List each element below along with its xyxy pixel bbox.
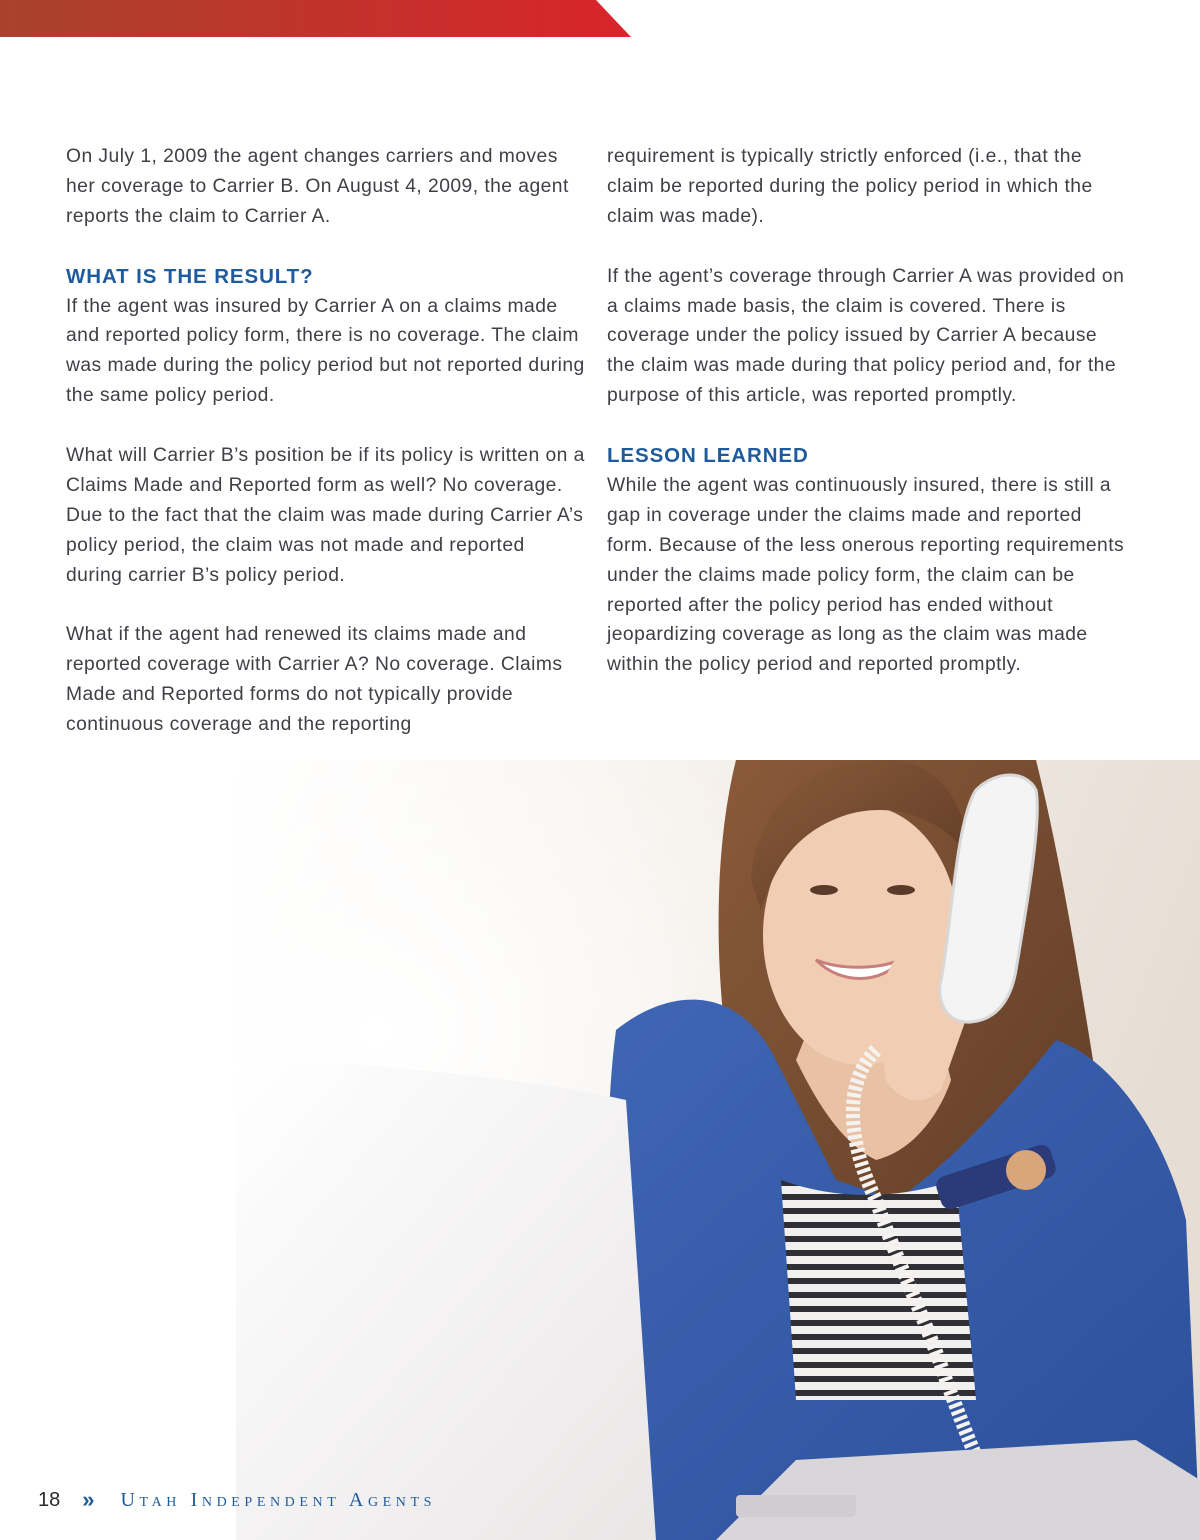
left-paragraph-2: If the agent was insured by Carrier A on a claims made and reported policy form, there is no coverage. The claim was made during the policy period but not reported during the same policy period. bbox=[66, 295, 585, 407]
right-paragraph-2: If the agent’s coverage through Carrier A was provided on a claims made basis, the claim is covered. There is coverage under the policy issued by Carrier A because the claim was made during that policy period and, for the purpose of this article, was reported promptly. bbox=[607, 265, 1125, 407]
left-column bbox=[66, 142, 586, 740]
photo-woman-on-phone bbox=[236, 760, 1200, 1540]
photo-illustration bbox=[236, 760, 1200, 1540]
top-banner bbox=[0, 0, 632, 37]
double-chevron-right-icon: » bbox=[82, 1487, 95, 1512]
right-column bbox=[607, 142, 1127, 680]
left-paragraph-1: On July 1, 2009 the agent changes carriers and moves her coverage to Carrier B. On August 4, 2009, the agent reports the claim to Carrier A. bbox=[66, 146, 569, 227]
left-paragraph-4: What if the agent had renewed its claims made and reported coverage with Carrier A? No coverage. Claims Made and Reported forms do not typically provide continuous coverage and the reporting bbox=[66, 624, 563, 736]
right-paragraph-1: requirement is typically strictly enforced (i.e., that the claim be reported during the policy period in which the claim was made). bbox=[607, 146, 1093, 227]
left-paragraph-3: What will Carrier B’s position be if its policy is written on a Claims Made and Reported form as well? No coverage. Due to the fact that the claim was made during Carrier A’s policy period, the claim was not made and reported during carrier B’s policy period. bbox=[66, 445, 585, 586]
banner-shape bbox=[0, 0, 632, 37]
page-number: 18 bbox=[38, 1488, 61, 1511]
section-heading-result: WHAT IS THE RESULT? bbox=[66, 264, 314, 288]
page-footer bbox=[38, 1486, 436, 1514]
right-paragraph-3: While the agent was continuously insured, there is still a gap in coverage under the claims made and reported form. Because of the less onerous reporting requirements under the claims made policy form, the claim can be reported after the policy period has ended without jeopardizing coverage as long as the claim was made within the policy period and reported promptly. bbox=[607, 474, 1125, 676]
section-heading-lesson: LESSON LEARNED bbox=[607, 444, 809, 468]
publication-name: Utah Independent Agents bbox=[120, 1488, 437, 1511]
